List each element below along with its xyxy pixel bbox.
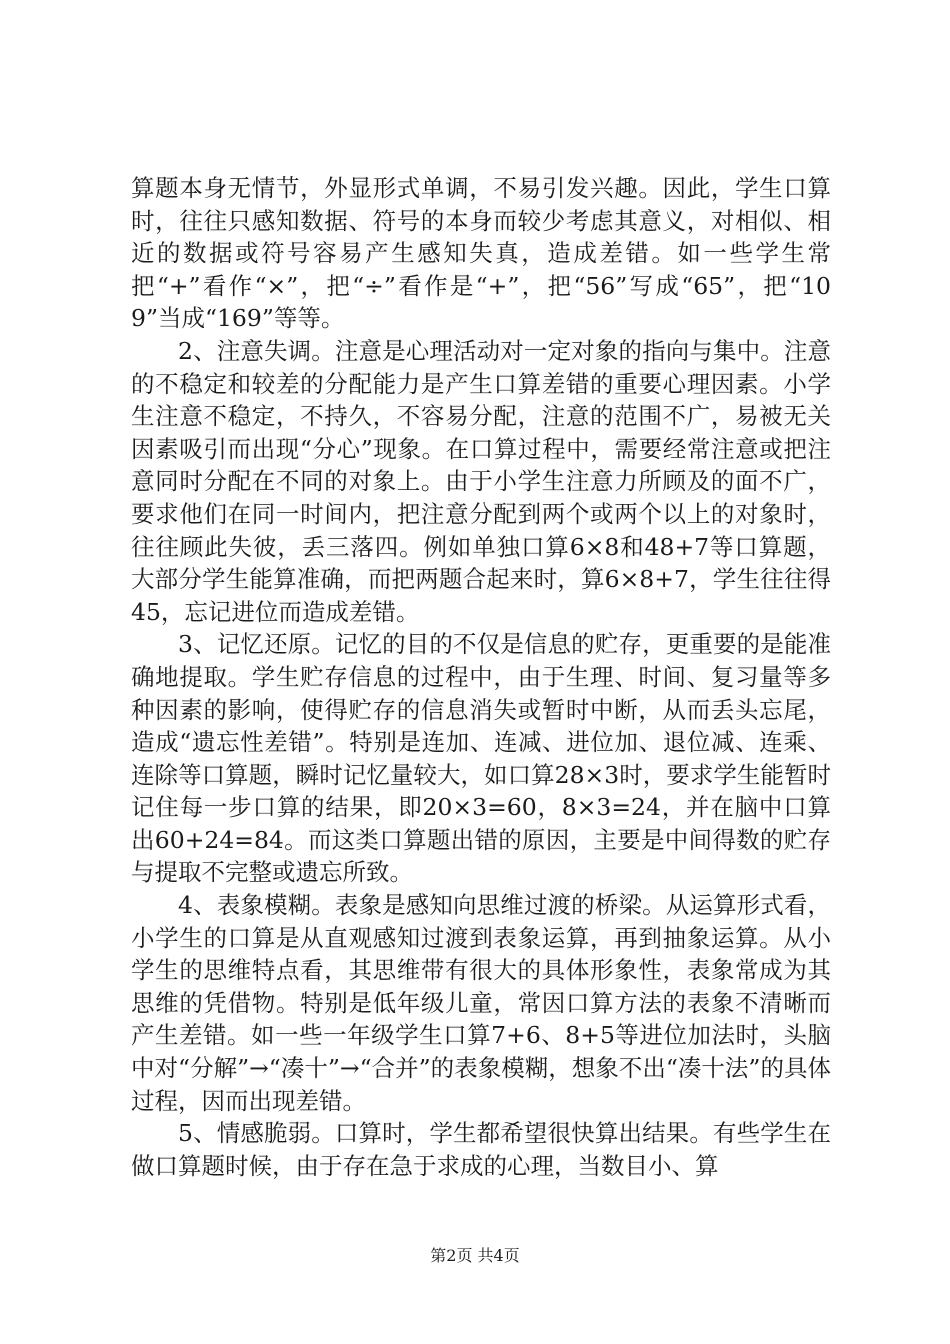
paragraph-representation: 4、表象模糊。表象是感知向思维过渡的桥梁。从运算形式看，小学生的口算是从直观感知过渡到表象运算，再到抽象运算。从小学生的思维特点看，其思维带有很大的具体形象性，表象常成为其思维的凭借物。特别是低年级儿童，常因口算方法的表象不清晰而产生差错。如一些一年级学生口算7+6、8+5等进位加法时，头脑中对“分解”→“凑十”→“合并”的表象模糊，想象不出“凑十法”的具体过程，因而出现差错。	[131, 891, 831, 1115]
paragraph-memory: 3、记忆还原。记忆的目的不仅是信息的贮存，更重要的是能准确地提取。学生贮存信息的过程中，由于生理、时间、复习量等多种因素的影响，使得贮存的信息消失或暂时中断，从而丢头忘尾，造成“遗忘性差错”。特别是连加、连减、进位加、退位减、连乘、连除等口算题，瞬时记忆量较大，如口算28×3时，要求学生能暂时记住每一步口算的结果，即20×3=60，8×3=24，并在脑中口算出60+24=84。而这类口算题出错的原因，主要是中间得数的贮存与提取不完整或遗忘所致。	[131, 630, 831, 887]
body-text	[131, 172, 831, 1182]
page-footer: 第2页 共4页	[430, 1246, 520, 1265]
paragraph-continuation: 算题本身无情节，外显形式单调，不易引发兴趣。因此，学生口算时，往往只感知数据、符号的本身而较少考虑其意义，对相似、相近的数据或符号容易产生感知失真，造成差错。如一些学生常把“+”看作“×”，把“÷”看作是“+”，把“56”写成“65”，把“109”当成“169”等等。	[131, 174, 831, 333]
paragraph-emotion: 5、情感脆弱。口算时，学生都希望很快算出结果。有些学生在做口算题时候，由于存在急于求成的心理，当数目小、算	[131, 1119, 831, 1180]
paragraph-attention: 2、注意失调。注意是心理活动对一定对象的指向与集中。注意的不稳定和较差的分配能力是产生口算差错的重要心理因素。小学生注意不稳定，不持久，不容易分配，注意的范围不广，易被无关因素吸引而出现“分心”现象。在口算过程中，需要经常注意或把注意同时分配在不同的对象上。由于小学生注意力所顾及的面不广，要求他们在同一时间内，把注意分配到两个或两个以上的对象时，往往顾此失彼，丢三落四。例如单独口算6×8和48+7等口算题，大部分学生能算准确，而把两题合起来时，算6×8+7，学生往往得45，忘记进位而造成差错。	[131, 336, 831, 626]
